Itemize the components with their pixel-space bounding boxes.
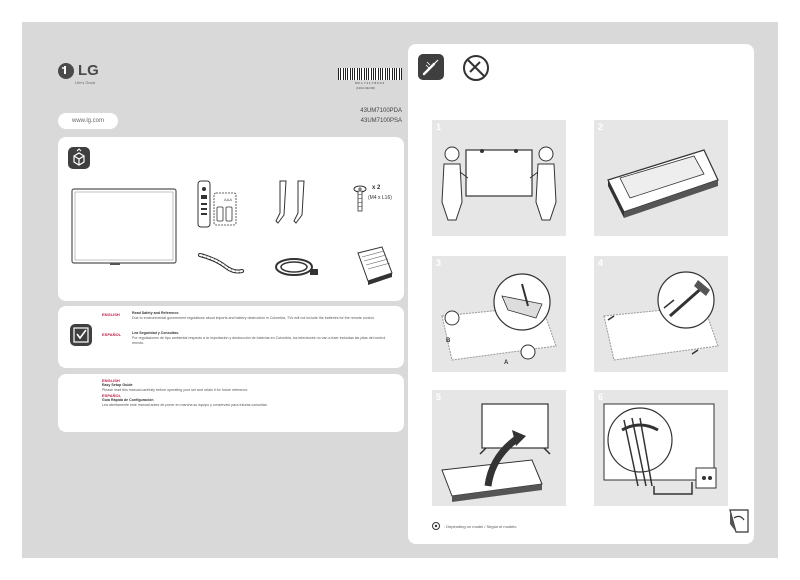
tv-illustration — [68, 185, 188, 275]
step-5 — [432, 390, 566, 506]
info-badge — [70, 324, 92, 346]
screw-stand-illustration — [594, 256, 728, 372]
footnote-text: : Depending on model / Según el modelo — [444, 523, 517, 529]
spanish-notice-body: Por regulaciones de tipo ambiental respecto a la importación y destrucción de baterías en Colombia, los televisores no van a traer incluidas las pilas del control remoto. — [132, 336, 386, 345]
box-contents-panel — [58, 137, 404, 301]
remote-control-illustration — [194, 177, 244, 233]
guide-english-body: Please read this manual carefully before operating your set and retain it for future reference. — [102, 388, 249, 392]
step-number: 6 — [598, 392, 604, 402]
screw-spec: (M4 x L16) — [368, 195, 392, 201]
step-number: 5 — [436, 392, 442, 402]
stand-label-a: A — [504, 360, 509, 366]
spanish-notice — [132, 331, 394, 346]
lg-logo-icon — [58, 63, 74, 79]
tools-badge — [418, 54, 444, 80]
guide-spanish-body: Lea atentamente este manual antes de poner en marcha su equipo y consérvelo para futuras consultas. — [102, 403, 268, 407]
attach-stand-illustration — [432, 256, 566, 372]
step-1 — [432, 120, 566, 236]
guide-english-label: ENGLISH — [102, 378, 120, 383]
stand-legs-illustration — [272, 177, 316, 227]
package-icon — [68, 147, 90, 169]
battery-label: AAA — [224, 197, 233, 202]
step-number: 1 — [436, 122, 442, 132]
english-notice — [132, 311, 394, 321]
two-people-lifting-tv-illustration — [432, 120, 566, 236]
left-panel — [38, 42, 406, 544]
lg-logo — [58, 62, 99, 79]
guide-notice-panel — [58, 374, 404, 432]
tagline: Life's Good — [75, 80, 96, 85]
screw-count: x 2 — [372, 185, 381, 191]
model-name: 43UM7100PDA — [360, 108, 402, 114]
right-panel — [408, 44, 754, 544]
stand-label-b: B — [446, 338, 451, 344]
depending-on-model-icon — [432, 522, 440, 530]
step-2 — [594, 120, 728, 236]
footnote-row — [432, 522, 517, 530]
cable-holder-illustration — [196, 247, 246, 277]
step-number: 2 — [598, 122, 604, 132]
english-notice-title: Read Safety and Reference. — [132, 311, 180, 315]
checkmark-document-icon — [70, 324, 92, 346]
barcode — [338, 68, 402, 80]
english-notice-body: Due to environmental government regulations about imports and battery destruction in Colombia, TVs will not include the batteries for the remote control. — [132, 316, 375, 320]
spanish-notice-title: Lea Seguridad y Consultas. — [132, 331, 180, 335]
power-cord-illustration — [272, 249, 322, 283]
lg-logo-text: LG — [78, 62, 99, 79]
tv-on-table-illustration — [594, 120, 728, 236]
screw-illustration — [350, 183, 370, 215]
turn-page-icon — [724, 506, 752, 536]
guide-notice-text — [102, 378, 392, 408]
step-3 — [432, 256, 566, 372]
model-list — [360, 106, 402, 126]
part-number: (1902-REV00) — [356, 86, 376, 90]
model-name: 43UM7100PSA — [360, 118, 402, 124]
screwdriver-icon — [418, 54, 444, 80]
english-label: ENGLISH — [102, 312, 120, 317]
guide-spanish-label: ESPAÑOL — [102, 393, 122, 398]
manual-sheet — [22, 22, 778, 558]
no-power-tool-icon — [462, 54, 490, 82]
manuals-illustration — [354, 243, 398, 287]
website-link[interactable]: www.lg.com — [58, 113, 118, 129]
info-notice-panel — [58, 306, 404, 368]
stand-tv-upright-illustration — [432, 390, 566, 506]
guide-spanish-title: Guía Rápida de Configuración — [102, 398, 154, 402]
box-contents-badge — [68, 147, 90, 169]
guide-english-title: Easy Setup Guide — [102, 383, 133, 387]
step-number: 3 — [436, 258, 442, 268]
step-4 — [594, 256, 728, 372]
spanish-label: ESPAÑOL — [102, 332, 122, 337]
step-number: 4 — [598, 258, 604, 268]
step-6 — [594, 390, 728, 506]
barcode-digits: MFL71178604 — [354, 81, 386, 85]
cable-management-illustration — [594, 390, 728, 506]
